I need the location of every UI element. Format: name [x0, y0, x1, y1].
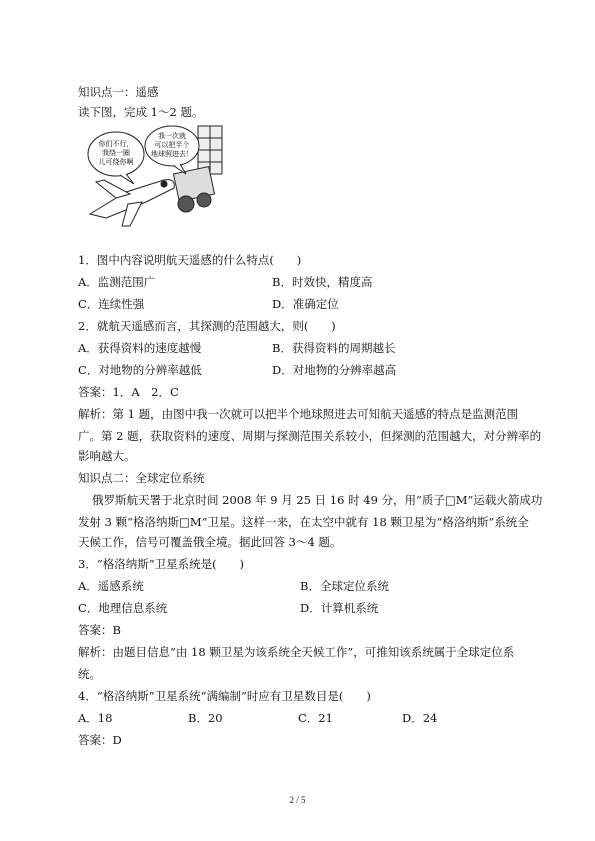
q1-option-b: B．时效快，精度高	[272, 275, 373, 289]
section1-intro: 读下图，完成 1～2 题。	[78, 105, 204, 119]
bubble-left-line-3: 儿可绕你啊	[98, 158, 134, 166]
passage-line-3: 天候工作，信号可覆盖俄全境。据此回答 3～4 题。	[78, 535, 342, 549]
q3-analysis-line-1: 解析：由题目信息“由 18 颗卫星为该系统全天候工作”，可推知该系统属于全球定位系	[78, 645, 515, 659]
q2-option-a: A．获得资料的速度越慢	[78, 341, 202, 355]
q3-stem: 3．“格洛纳斯”卫星系统是( )	[78, 557, 245, 571]
q4-option-d: D．24	[402, 711, 438, 725]
section1-heading: 知识点一：遥感	[78, 85, 159, 99]
q4-option-c: C．21	[298, 711, 333, 725]
q1-2-analysis-line-1: 解析：第 1 题，由图中我一次就可以把半个地球照进去可知航天遥感的特点是监测范围	[78, 407, 519, 421]
q3-option-a: A．遥感系统	[78, 579, 144, 593]
q4-option-a: A．18	[78, 711, 113, 725]
bubble-right-line-1: 我一次就	[158, 132, 186, 140]
q3-option-d: D．计算机系统	[300, 601, 379, 615]
page-number: 2 / 5	[289, 795, 306, 805]
q1-2-analysis-line-3: 影响越大。	[78, 449, 136, 463]
passage-line-2: 发射 3 颗“格洛纳斯□M”卫星。这样一来，在太空中就有 18 颗卫星为“格洛纳斯”系统全	[78, 515, 529, 529]
bubble-right-line-3: 地球照进去！	[151, 150, 193, 158]
q1-2-answer: 答案：1．A 2．C	[78, 385, 179, 399]
q2-option-c: C．对地物的分辨率越低	[78, 363, 202, 377]
speech-bubble-left	[88, 132, 144, 184]
q3-answer: 答案：B	[78, 623, 121, 637]
bubble-right-line-2: 可以把半个	[154, 141, 190, 149]
q2-option-d: D．对地物的分辨率越高	[272, 363, 397, 377]
q3-analysis-line-2: 统。	[78, 667, 101, 681]
bubble-left-line-2: 我绕一圈	[102, 149, 130, 157]
q1-stem: 1．图中内容说明航天遥感的什么特点( )	[78, 253, 302, 267]
passage-line-1: 俄罗斯航天署于北京时间 2008 年 9 月 25 日 16 时 49 分，用“质子□M”运载火箭成功	[92, 493, 543, 507]
q2-stem: 2．就航天遥感而言，其探测的范围越大，则( )	[78, 319, 336, 333]
q1-option-d: D．准确定位	[272, 297, 339, 311]
airplane-icon	[90, 180, 174, 226]
q1-option-c: C．连续性强	[78, 297, 145, 311]
q3-option-b: B．全球定位系统	[300, 579, 389, 593]
q4-answer: 答案：D	[78, 733, 122, 747]
q3-option-c: C．地理信息系统	[78, 601, 168, 615]
bubble-left-line-1: 你们不行，	[98, 140, 134, 148]
q1-option-a: A．监测范围广	[78, 275, 156, 289]
section2-heading: 知识点二：全球定位系统	[78, 471, 205, 485]
q1-2-analysis-line-2: 广。第 2 题，获取资料的速度、周期与探测范围关系较小，但探测的范围越大，对分辨率的	[78, 429, 542, 443]
q4-stem: 4．“格洛纳斯”卫星系统“满编制”时应有卫星数目是( )	[78, 689, 371, 703]
q4-option-b: B．20	[188, 711, 223, 725]
satellite-plane-illustration	[86, 122, 238, 230]
speech-bubble-right	[145, 126, 199, 174]
q2-option-b: B．获得资料的周期越长	[272, 341, 396, 355]
